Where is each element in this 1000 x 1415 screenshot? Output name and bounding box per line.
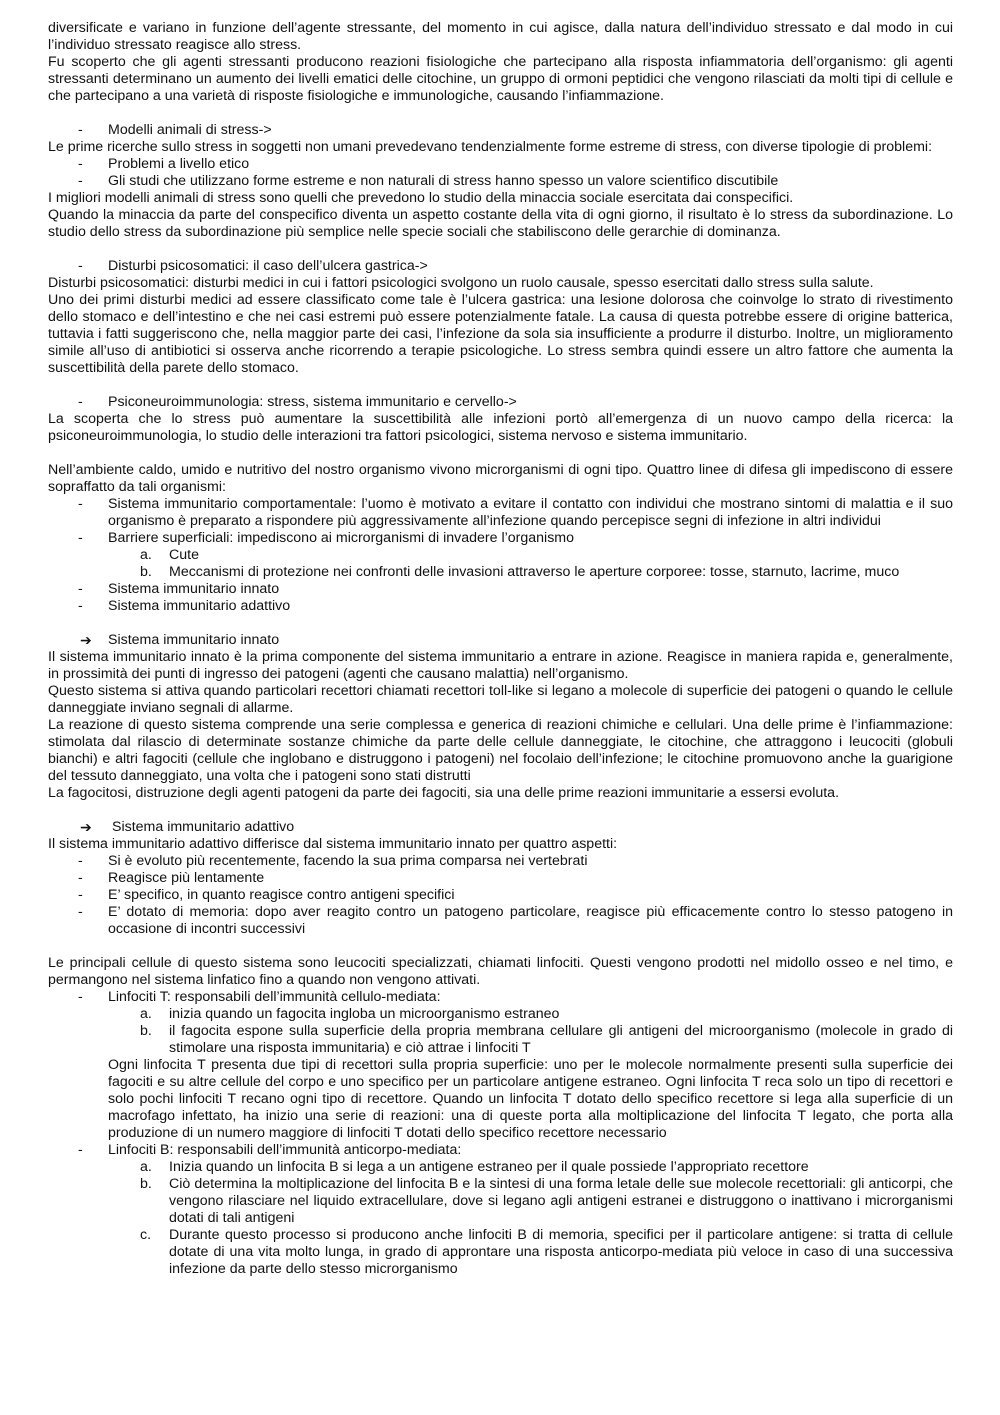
list-item-text: Barriere superficiali: impediscono ai microrganismi di invadere l’organismo — [108, 530, 575, 546]
list-item-text: E’ specifico, in quanto reagisce contro antigeni specifici — [108, 887, 455, 903]
list-item — [48, 530, 953, 581]
dash-marker: - — [78, 173, 83, 189]
dash-marker: - — [78, 989, 83, 1005]
paragraph: diversificate e variano in funzione dell’agente stressante, del momento in cui agisce, dalla natura dell’individuo stressato e dal modo in cui l’individuo stressato reagisce allo stress. — [48, 20, 953, 53]
list-item — [48, 853, 953, 870]
dash-marker: - — [78, 904, 83, 920]
list-item-text: Problemi a livello etico — [108, 156, 250, 172]
list-item-text: Gli studi che utilizzano forme estreme e non naturali di stress hanno spesso un valore scientifico discutibile — [108, 173, 779, 189]
list-item-text: Sistema immunitario adattivo — [108, 598, 291, 614]
list-item-text: Si è evoluto più recentemente, facendo la sua prima comparsa nei vertebrati — [108, 853, 588, 869]
sub-list-item-text: il fagocita espone sulla superficie della propria membrana cellulare gli antigeni del microorganismo (molecole in grado di stimolare una risposta immunitaria) e ciò attrae i linfociti T — [169, 1023, 953, 1056]
dash-marker: - — [78, 394, 83, 410]
section-heading-text: Disturbi psicosomatici: il caso dell’ulcera gastrica-> — [108, 258, 428, 274]
paragraph: Fu scoperto che gli agenti stressanti producono reazioni fisiologiche che partecipano alla risposta infiammatoria dell’organismo: gli agenti stressanti determinano un aumento dei livelli ematici delle citochine, un gruppo di ormoni peptidici che vengono rilasciati da molti tipi di cellule e che partecipano a una varietà di risposte fisiologiche e immunologiche, causando l’infiammazione. — [48, 54, 953, 104]
paragraph: Nell’ambiente caldo, umido e nutritivo del nostro organismo vivono microrganismi di ogni tipo. Quattro linee di difesa gli impediscono di essere sopraffatto da tali organismi: — [48, 462, 953, 495]
section-heading-text: Sistema immunitario innato — [108, 632, 280, 648]
paragraph: Disturbi psicosomatici: disturbi medici in cui i fattori psicologici svolgono un ruolo causale, spesso esercitati dallo stress sulla salute. — [48, 275, 874, 291]
sub-list-item-text: Cute — [169, 547, 199, 563]
list-item — [48, 870, 953, 887]
spacer — [48, 938, 953, 955]
list-item — [48, 904, 953, 938]
bullet-list — [48, 853, 953, 938]
alpha-marker: a. — [140, 1006, 152, 1022]
arrow-icon: ➔ — [80, 819, 92, 835]
paragraph: Quando la minaccia da parte del conspecifico diventa un aspetto costante della vita di ogni giorno, il risultato è lo stress da subordinazione. Lo studio dello stress da subordinazione più semplice nelle specie sociali che stabiliscono delle gerarchie di dominanza. — [48, 207, 953, 240]
alpha-marker: a. — [140, 1159, 152, 1175]
list-item — [48, 173, 953, 190]
dash-marker: - — [78, 530, 83, 546]
dash-marker: - — [78, 853, 83, 869]
paragraph: Il sistema immunitario adattivo differisce dal sistema immunitario innato per quattro aspetti: — [48, 836, 618, 852]
spacer — [48, 802, 953, 819]
dash-marker: - — [78, 1142, 83, 1158]
list-item-paragraph: Ogni linfocita T presenta due tipi di recettori sulla propria superficie: uno per le molecole normalmente presenti sulla superficie dei fagociti e su altre cellule del corpo e uno specifico per un particolare antigene estraneo. Ogni linfocita T reca solo un tipo di recettori e solo pochi linfociti T recano ogni tipo di recettore. Quando un linfocita T dotato dello specifico recettore si lega alla superficie di un macrofago infettato, ha inizio una serie di reazioni: una di queste porta alla moltiplicazione del linfocita T legato, che porta alla produzione di un numero maggiore di linfociti T dotati dello specifico recettore necessario — [108, 1057, 953, 1141]
alpha-marker: c. — [140, 1227, 152, 1243]
sub-list — [48, 547, 953, 581]
dash-marker: - — [78, 496, 83, 512]
section-heading — [48, 122, 953, 139]
list-item — [48, 887, 953, 904]
sub-list-item-text: Ciò determina la moltiplicazione del linfocita B e la sintesi di una forma letale delle sue molecole recettoriali: gli anticorpi, che vengono rilasciare nel liquido extracellulare, dove si legano agli antigeni estranei e distruggono o inattivano i microrganismi dotati di tali antigeni — [169, 1176, 953, 1226]
list-item-text: Reagisce più lentamente — [108, 870, 265, 886]
paragraph: Questo sistema si attiva quando particolari recettori chiamati recettori toll-like si legano a molecole di superficie dei patogeni o quando le cellule danneggiate inviano segnali di allarme. — [48, 683, 953, 716]
alpha-marker: b. — [140, 1176, 152, 1192]
section-heading-text: Psiconeuroimmunologia: stress, sistema immunitario e cervello-> — [108, 394, 517, 410]
sub-list-item — [48, 1227, 953, 1278]
paragraph: La scoperta che lo stress può aumentare la suscettibilità alle infezioni portò all’emergenza di un nuovo campo della ricerca: la psiconeuroimmunologia, lo studio delle interazioni tra fattori psicologici, sistema nervoso e sistema immunitario. — [48, 411, 953, 444]
sub-list-item — [48, 1023, 953, 1057]
list-item-text: Linfociti B: responsabili dell’immunità anticorpo-mediata: — [108, 1142, 462, 1158]
spacer — [48, 377, 953, 394]
sub-list-item-text: Meccanismi di protezione nei confronti delle invasioni attraverso le aperture corporee: tosse, starnuto, lacrime, muco — [169, 564, 900, 580]
alpha-marker: a. — [140, 547, 152, 563]
section-heading — [48, 394, 953, 411]
section-heading-list — [48, 122, 953, 139]
dash-marker: - — [78, 581, 83, 597]
bullet-list — [48, 989, 953, 1278]
paragraph: La reazione di questo sistema comprende una serie complessa e generica di reazioni chimiche e cellulari. Una delle prime è l’infiammazione: stimolata dal rilascio di determinate sostanze chimiche da parte delle cellule danneggiate, le citochine, che attraggono i leucociti (globuli bianchi) e altri fagociti (cellule che inglobano e distruggono i patogeni) nel focolaio dell’infezione; le citochine promuovono anche la guarigione del tessuto danneggiato, una volta che i patogeni sono stati distrutti — [48, 717, 953, 784]
sub-list-item — [48, 547, 953, 564]
list-item-text: Linfociti T: responsabili dell’immunità cellulo-mediata: — [108, 989, 441, 1005]
list-item — [48, 1142, 953, 1278]
bullet-list — [48, 156, 953, 190]
paragraph: Il sistema immunitario innato è la prima componente del sistema immunitario a entrare in azione. Reagisce in maniera rapida e, generalmente, in prossimità dei punti di ingresso dei patogeni (agenti che causano malattia) nell’organismo. — [48, 649, 953, 682]
dash-marker: - — [78, 870, 83, 886]
dash-marker: - — [78, 258, 83, 274]
list-item — [48, 496, 953, 530]
sub-list-item — [48, 1159, 953, 1176]
sub-list — [48, 1159, 953, 1278]
section-heading-text: Modelli animali di stress-> — [108, 122, 272, 138]
sub-list-item — [48, 1006, 953, 1023]
section-heading-list — [48, 394, 953, 411]
paragraph: I migliori modelli animali di stress sono quelli che prevedono lo studio della minaccia sociale esercitata dai conspecifici. — [48, 190, 794, 206]
list-item-text: Sistema immunitario comportamentale: l’uomo è motivato a evitare il contatto con individui che mostrano sintomi di malattia e il suo organismo è preparato a rispondere più aggressivamente all’infezione quando percepisce segni di infezione in altri individui — [108, 496, 953, 529]
list-item-text: E’ dotato di memoria: dopo aver reagito contro un patogeno particolare, reagisce più efficacemente contro lo stesso patogeno in occasione di incontri successivi — [108, 904, 953, 937]
spacer — [48, 241, 953, 258]
alpha-marker: b. — [140, 564, 152, 580]
list-item-text: Sistema immunitario innato — [108, 581, 280, 597]
paragraph: Le principali cellule di questo sistema sono leucociti specializzati, chiamati linfociti. Questi vengono prodotti nel midollo osseo e nel timo, e permangono nel sistema linfatico fino a quando non vengono attivati. — [48, 955, 953, 988]
dash-marker: - — [78, 598, 83, 614]
sub-list-item-text: Inizia quando un linfocita B si lega a un antigene estraneo per il quale possiede l’appropriato recettore — [169, 1159, 809, 1175]
arrow-icon: ➔ — [80, 632, 92, 648]
dash-marker: - — [78, 887, 83, 903]
section-heading — [48, 819, 953, 836]
list-item — [48, 156, 953, 173]
list-item — [48, 581, 953, 598]
sub-list-item — [48, 1176, 953, 1227]
paragraph: Le prime ricerche sullo stress in soggetti non umani prevedevano tendenzialmente forme estreme di stress, con diverse tipologie di problemi: — [48, 139, 933, 155]
paragraph: Uno dei primi disturbi medici ad essere classificato come tale è l’ulcera gastrica: una lesione dolorosa che coinvolge lo strato di rivestimento dello stomaco e dell’intestino e che nei casi estremi può essere potenzialmente fatale. La causa di questa potrebbe essere di origine batterica, tuttavia i fatti suggeriscono che, nella maggior parte dei casi, l’infezione da sola sia insufficiente a produrre il disturbo. Inoltre, un miglioramento simile all’uso di antibiotici si osserva anche ricorrendo a terapie psicologiche. Lo stress sembra quindi essere un altro fattore che aumenta la suscettibilità della parete dello stomaco. — [48, 292, 953, 376]
section-heading-text: Sistema immunitario adattivo — [112, 819, 295, 835]
section-heading — [48, 632, 953, 649]
sub-list — [48, 1006, 953, 1057]
dash-marker: - — [78, 122, 83, 138]
sub-list-item — [48, 564, 953, 581]
dash-marker: - — [78, 156, 83, 172]
section-heading — [48, 258, 953, 275]
spacer — [48, 105, 953, 122]
list-item — [48, 598, 953, 615]
section-heading-list — [48, 258, 953, 275]
alpha-marker: b. — [140, 1023, 152, 1039]
sub-list-item-text: Durante questo processo si producono anche linfociti B di memoria, specifici per il particolare antigene: si tratta di cellule dotate di una vita molto lunga, in grado di approntare una risposta anticorpo-mediata più veloce in caso di una successiva infezione da parte dello stesso microrganismo — [169, 1227, 953, 1277]
spacer — [48, 445, 953, 462]
paragraph: La fagocitosi, distruzione degli agenti patogeni da parte dei fagociti, sia una delle prime reazioni immunitarie a essersi evoluta. — [48, 785, 840, 801]
sub-list-item-text: inizia quando un fagocita ingloba un microorganismo estraneo — [169, 1006, 560, 1022]
bullet-list — [48, 496, 953, 615]
list-item — [48, 989, 953, 1142]
spacer — [48, 615, 953, 632]
